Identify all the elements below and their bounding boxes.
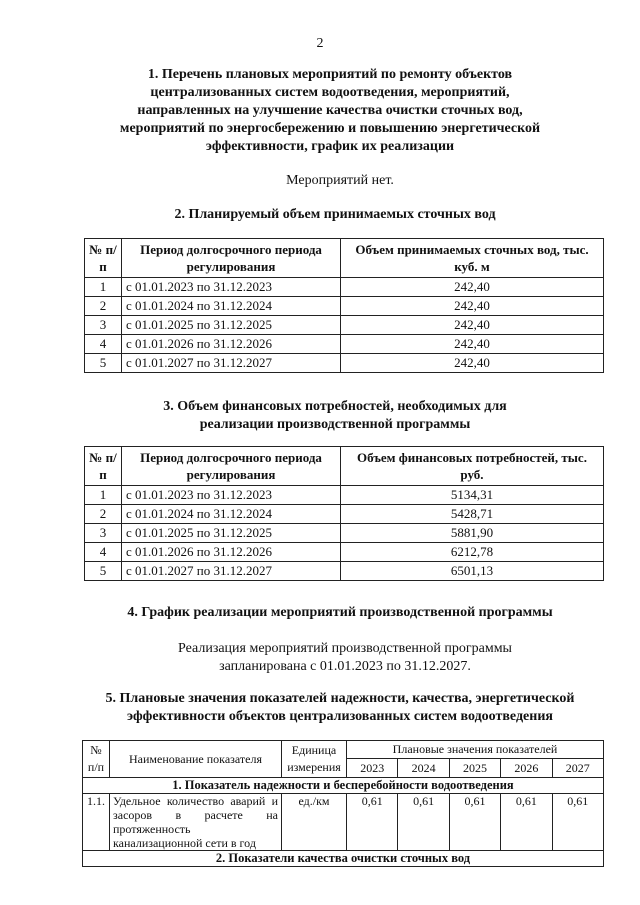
row-value: 5134,31	[341, 486, 604, 505]
section3-title-line: реализации производственной программы	[199, 417, 471, 432]
row-num: 1.1.	[83, 794, 110, 851]
header-finance: Объем финансовых потребностей, тыс. руб.	[341, 447, 604, 486]
table-group-row	[83, 851, 604, 867]
header-year: 2025	[449, 759, 500, 778]
row-num: 2	[85, 297, 122, 316]
row-num: 5	[85, 354, 122, 373]
row-period: с 01.01.2026 по 31.12.2026	[122, 335, 341, 354]
header-num: № п/п	[85, 447, 122, 486]
section1-note: Мероприятий нет.	[286, 173, 394, 188]
section5-title-line: эффективности объектов централизованных систем водоотведения	[127, 709, 553, 724]
section1-title-line: направленных на улучшение качества очистки сточных вод,	[137, 103, 523, 118]
table-header-row	[83, 741, 604, 759]
page-number: 2	[316, 36, 324, 51]
row-value: 0,61	[398, 794, 449, 851]
table-header-row	[85, 447, 604, 486]
section5-title	[70, 690, 610, 726]
row-period: с 01.01.2025 по 31.12.2025	[122, 316, 341, 335]
row-num: 1	[85, 278, 122, 297]
header-year: 2026	[501, 759, 552, 778]
row-value: 0,61	[449, 794, 500, 851]
section1-title	[90, 66, 570, 156]
table-row	[85, 278, 604, 297]
group-reliability: 1. Показатель надежности и бесперебойности водоотведения	[83, 778, 604, 794]
table-row	[85, 543, 604, 562]
row-unit: ед./км	[282, 794, 347, 851]
section1-title-line: 1. Перечень плановых мероприятий по ремонту объектов	[147, 67, 513, 82]
header-name: Наименование показателя	[110, 741, 282, 778]
row-value: 0,61	[501, 794, 552, 851]
section3-title-line: 3. Объем финансовых потребностей, необходимых для	[163, 399, 507, 414]
group-treatment-quality: 2. Показатели качества очистки сточных вод	[83, 851, 604, 867]
table-row	[85, 505, 604, 524]
row-value: 6501,13	[341, 562, 604, 581]
row-period: с 01.01.2026 по 31.12.2026	[122, 543, 341, 562]
row-value: 5428,71	[341, 505, 604, 524]
section4-text-line: Реализация мероприятий производственной программы	[178, 641, 512, 656]
row-indicator-name: Удельное количество аварий и засоров в расчете на протяженность канализационной сети в год	[110, 794, 282, 851]
row-value: 0,61	[552, 794, 603, 851]
row-value: 242,40	[341, 335, 604, 354]
section1-title-line: эффективности, график их реализации	[205, 139, 455, 154]
row-period: с 01.01.2024 по 31.12.2024	[122, 505, 341, 524]
row-value: 6212,78	[341, 543, 604, 562]
section2-title: 2. Планируемый объем принимаемых сточных вод	[174, 207, 496, 222]
header-period: Период долгосрочного периода регулирования	[122, 447, 341, 486]
row-value: 242,40	[341, 278, 604, 297]
row-period: с 01.01.2023 по 31.12.2023	[122, 278, 341, 297]
row-period: с 01.01.2025 по 31.12.2025	[122, 524, 341, 543]
row-num: 1	[85, 486, 122, 505]
header-num: № п/п	[85, 239, 122, 278]
row-value: 242,40	[341, 316, 604, 335]
section1-title-line: централизованных систем водоотведения, мероприятий,	[150, 85, 510, 100]
financial-needs-table	[84, 446, 604, 581]
row-value: 0,61	[347, 794, 398, 851]
row-value: 242,40	[341, 354, 604, 373]
header-year: 2027	[552, 759, 603, 778]
table-row	[85, 524, 604, 543]
header-year: 2023	[347, 759, 398, 778]
section4-text-line: запланирована с 01.01.2023 по 31.12.2027.	[219, 659, 471, 674]
table-row	[85, 562, 604, 581]
table-group-row	[83, 778, 604, 794]
header-year: 2024	[398, 759, 449, 778]
table-row	[85, 316, 604, 335]
table-header-row	[85, 239, 604, 278]
section3-title	[120, 398, 550, 434]
header-volume: Объем принимаемых сточных вод, тыс. куб. м	[341, 239, 604, 278]
table-row	[85, 335, 604, 354]
table-row	[83, 794, 604, 851]
section4-title: 4. График реализации мероприятий производственной программы	[127, 605, 553, 620]
section1-title-line: мероприятий по энергосбережению и повышению энергетической	[119, 121, 541, 136]
row-period: с 01.01.2027 по 31.12.2027	[122, 354, 341, 373]
table-row	[85, 354, 604, 373]
header-num: № п/п	[83, 741, 110, 778]
row-num: 3	[85, 524, 122, 543]
row-num: 4	[85, 543, 122, 562]
row-value: 242,40	[341, 297, 604, 316]
header-period: Период долгосрочного периода регулирования	[122, 239, 341, 278]
wastewater-volume-table	[84, 238, 604, 373]
row-period: с 01.01.2024 по 31.12.2024	[122, 297, 341, 316]
table-row	[85, 486, 604, 505]
row-num: 2	[85, 505, 122, 524]
row-period: с 01.01.2023 по 31.12.2023	[122, 486, 341, 505]
row-period: с 01.01.2027 по 31.12.2027	[122, 562, 341, 581]
section4-text	[150, 640, 540, 676]
table-row	[85, 297, 604, 316]
row-num: 3	[85, 316, 122, 335]
row-num: 5	[85, 562, 122, 581]
row-num: 4	[85, 335, 122, 354]
header-unit: Единица измерения	[282, 741, 347, 778]
row-value: 5881,90	[341, 524, 604, 543]
header-planned: Плановые значения показателей	[347, 741, 604, 759]
section5-title-line: 5. Плановые значения показателей надежности, качества, энергетической	[105, 691, 575, 706]
indicators-table	[82, 740, 604, 867]
